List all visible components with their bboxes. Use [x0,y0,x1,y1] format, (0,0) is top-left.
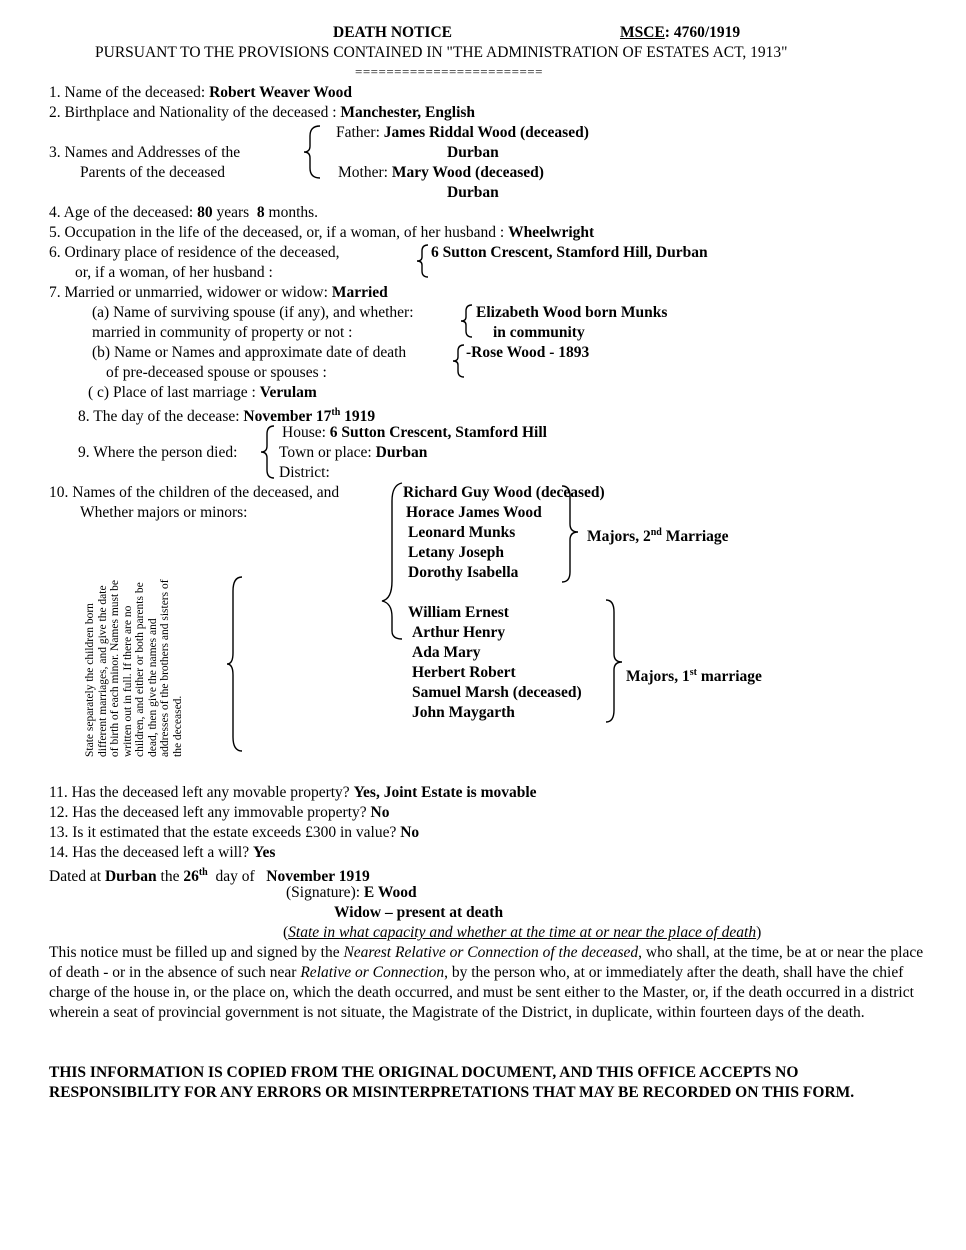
second-marriage-label [587,523,729,547]
item-3-label-b: Parents of the deceased [80,164,226,181]
item-11-label: 11. Has the deceased left any movable property? [49,784,350,801]
item-12 [49,803,389,823]
mother-address: Durban [447,184,499,201]
predeceased-brace [450,343,466,379]
item-7 [49,283,388,303]
the-word: the [160,868,180,885]
district-label: District: [279,464,330,481]
place-of-death-brace [258,424,278,480]
age-years-unit: years [216,204,250,221]
dated-place: Durban [104,868,157,885]
item-13-label: 13. Is it estimated that the estate exceeds £300 in value? [49,824,397,841]
item-2-label: 2. Birthplace and Nationality of the deceased : [49,104,337,121]
marriage-place: Verulam [259,384,317,401]
signature-line [286,883,417,903]
town-line [279,443,427,463]
first-marriage-label [626,663,762,687]
movable-property: Yes, Joint Estate is movable [353,784,537,801]
birthplace-value: Manchester, English [340,104,476,121]
community-status: in community [493,324,585,341]
item-7b-label-b: of pre-deceased spouse or spouses : [106,364,327,381]
instructions-italic-1: Nearest Relative or Connection of the deceased [343,944,639,961]
instructions-part-2: , who shall, at the time, be at or near the place of death - or in the absence of such near [49,944,924,981]
children-side-note: State separately the children born different marriages, and give the date of birth of each minor. Names must be written out in full. If there are no children, and either or both parents be dead, then give the names and addresses of the brothers and sisters of the deceased. [84,579,184,757]
instructions-italic-2: Relative or Connection [300,964,445,981]
item-4-label: 4. Age of the deceased: [49,204,194,221]
predeceased-spouse: -Rose Wood - 1893 [466,344,590,361]
signature-value: E Wood [363,884,417,901]
item-13 [49,823,419,843]
group-first-text: Majors, 1 [626,668,690,685]
occupation-value: Wheelwright [508,224,595,241]
child-name: Herbert Robert [412,664,516,681]
child-name: Letany Joseph [408,544,505,561]
father-name: James Riddal Wood (deceased) [383,124,589,141]
item-10-label-b: Whether majors or minors: [80,504,248,521]
spouse-brace [458,303,474,339]
child-name: Horace James Wood [406,504,542,521]
item-8-label: 8. The day of the decease: [78,408,240,425]
mother-label: Mother: [338,164,388,181]
first-marriage-brace [602,598,628,724]
children-brace [378,481,404,641]
mother-line [338,163,544,183]
item-14 [49,843,275,863]
capacity-note: (State in what capacity and whether at the time at or near the place of death) [283,924,762,941]
parents-brace [300,124,324,180]
dated-at-label: Dated at [49,868,102,885]
header-rule: ======================== [355,64,543,79]
child-name: Dorothy Isabella [408,564,519,581]
item-1 [49,83,352,103]
item-10-label-a: 10. Names of the children of the deceased, and [49,484,340,501]
disclaimer: THIS INFORMATION IS COPIED FROM THE ORIGINAL DOCUMENT, AND THIS OFFICE ACCEPTS NO RESPONSIBILITY FOR ANY ERRORS OR MISINTERPRETATIONS THAT MAY BE RECORDED ON THIS FORM. [49,1064,855,1101]
house-line [282,423,547,443]
item-3-label-a: 3. Names and Addresses of the [49,144,241,161]
item-7a-label-b: married in community of property or not : [92,324,353,341]
signatory-capacity: Widow – present at death [334,904,504,921]
signature-label: (Signature): [286,884,361,901]
side-note-brace [225,575,245,753]
estate-exceeds: No [400,824,420,841]
dated-month-year: November 1919 [266,868,370,885]
child-name: Samuel Marsh (deceased) [412,684,582,701]
document-title: DEATH NOTICE [333,24,452,41]
residence-brace [414,243,430,279]
father-line [336,123,589,143]
house-value: 6 Sutton Crescent, Stamford Hill [329,424,547,441]
child-name: Leonard Munks [408,524,516,541]
house-label: House: [282,424,326,441]
instructions-part-1: This notice must be filled up and signed by the [49,944,344,961]
item-2 [49,103,475,123]
msce-label: MSCE [620,24,665,41]
item-11 [49,783,537,803]
surviving-spouse: Elizabeth Wood born Munks [476,304,668,321]
child-name: Richard Guy Wood (deceased) [403,484,605,501]
decease-date: November 17 [243,408,332,425]
father-address: Durban [447,144,499,161]
mother-name: Mary Wood (deceased) [391,164,544,181]
item-7-label: 7. Married or unmarried, widower or widow: [49,284,328,301]
item-7b-label-a: (b) Name or Names and approximate date of death [92,344,407,361]
item-6-label-a: 6. Ordinary place of residence of the deceased, [49,244,340,261]
immovable-property: No [370,804,390,821]
item-14-label: 14. Has the deceased left a will? [49,844,250,861]
residence-value: 6 Sutton Crescent, Stamford Hill, Durban [431,244,708,261]
dated-day-sup: th [198,867,208,878]
decease-year: 1919 [344,408,376,425]
item-12-label: 12. Has the deceased left any immovable property? [49,804,367,821]
group-first-tail: marriage [700,668,762,685]
marital-status: Married [331,284,388,301]
group-second-sup: nd [650,527,662,538]
father-label: Father: [336,124,380,141]
dated-day: 26 [183,868,199,885]
document-subtitle: PURSUANT TO THE PROVISIONS CONTAINED IN "THE ADMINISTRATION OF ESTATES ACT, 1913" [95,44,788,61]
item-7c [88,383,317,403]
decease-date-sup: th [331,407,341,418]
instructions-part-3: , by the person who, at or immediately after the death, shall have the chief charge of the house in, or the place on, which the death occurred, and must be sent either to the Master, or, if the death occurred in a district wherein a seat of provincial government is not situate, the Magistrate of the District, in duplicate, within fourteen days of the death. [49,964,914,1021]
age-months: 8 [256,204,265,221]
msce-value: : 4760/1919 [664,24,741,41]
instructions-paragraph [49,943,929,1023]
item-9-label: 9. Where the person died: [78,444,238,461]
item-1-label: 1. Name of the deceased: [49,84,206,101]
child-name: John Maygarth [412,704,515,721]
msce-reference [620,23,740,43]
age-years: 80 [197,204,213,221]
item-4 [49,203,318,223]
group-first-sup: st [689,667,697,678]
group-second-tail: Marriage [665,528,729,545]
day-of-label: day of [215,868,255,885]
child-name: William Ernest [408,604,509,621]
will-value: Yes [253,844,276,861]
item-5 [49,223,594,243]
group-second-text: Majors, 2 [587,528,651,545]
town-value: Durban [375,444,428,461]
second-marriage-brace [558,484,584,584]
child-name: Arthur Henry [412,624,506,641]
child-name: Ada Mary [412,644,481,661]
capacity-note-text: State in what capacity and whether at the time at or near the place of death [288,924,757,941]
deceased-name: Robert Weaver Wood [209,84,353,101]
town-label: Town or place: [279,444,372,461]
item-7a-label-a: (a) Name of surviving spouse (if any), and whether: [92,304,414,321]
age-months-unit: months. [268,204,319,221]
item-7c-label: ( c) Place of last marriage : [88,384,256,401]
item-5-label: 5. Occupation in the life of the deceased, or, if a woman, of her husband : [49,224,505,241]
item-6-label-b: or, if a woman, of her husband : [75,264,273,281]
